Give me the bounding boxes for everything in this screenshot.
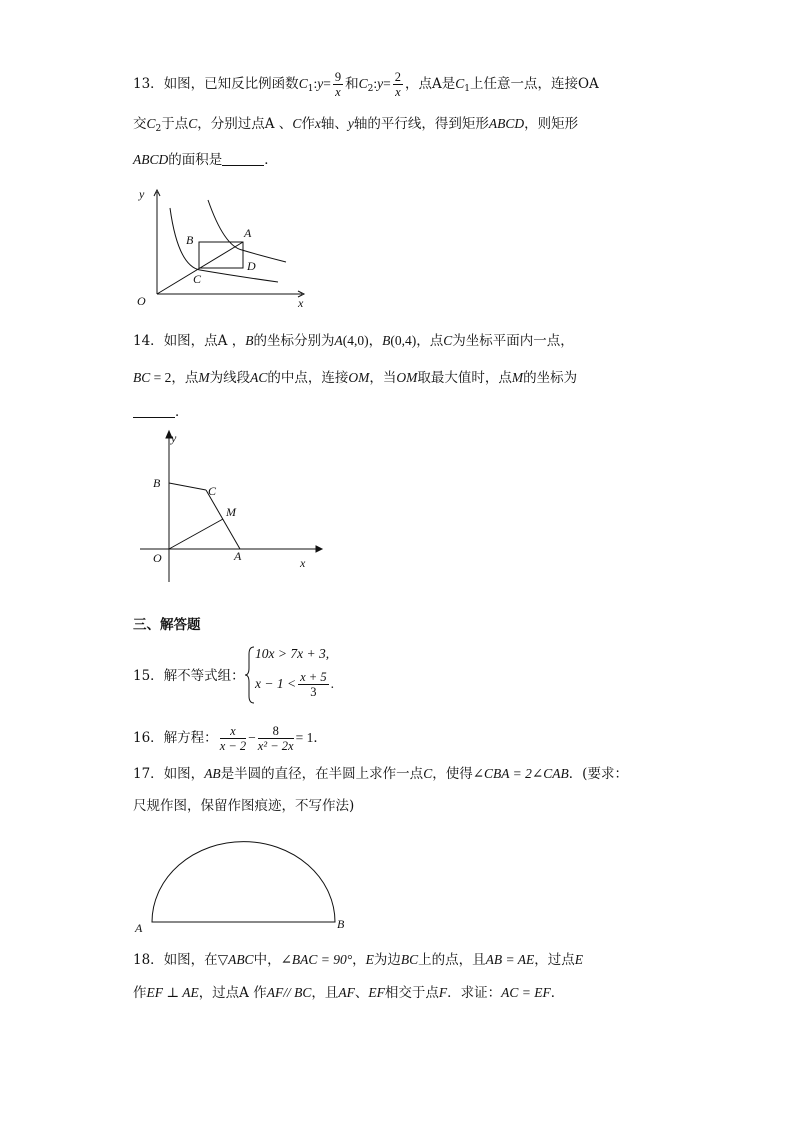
q13-answer-blank[interactable]	[222, 153, 264, 166]
q13-l2-y: y	[347, 116, 354, 131]
q14-b: 的坐标分别为	[253, 333, 335, 349]
q18-parallel: AF// BC	[266, 985, 312, 1000]
q13-y: y	[317, 76, 324, 91]
q14-ac: AC	[250, 370, 268, 385]
fig17-semicircle	[152, 842, 335, 922]
q16-frac2-den: x² − 2x	[257, 739, 294, 753]
fig13-label-o: O	[137, 294, 146, 308]
fig14-seg-om	[169, 519, 223, 549]
q18-ab-ae: AB = AE	[485, 952, 535, 967]
q15-frac-den: 3	[310, 685, 317, 699]
q18-d: 为边	[373, 952, 401, 968]
q16-fraction-1	[220, 724, 246, 753]
q18-l2-e: 相交于点	[384, 985, 439, 1001]
q13-l2-c2: C	[146, 116, 156, 131]
q13-l2-g: 轴的平行线，得到矩形	[353, 116, 489, 132]
q14-a-coord: (4,0)	[342, 333, 369, 348]
q14-line3	[133, 402, 189, 422]
q14-l3-end: ．	[175, 404, 189, 420]
q16-eq: = 1	[295, 730, 314, 745]
q14-om-2: OM	[396, 370, 418, 385]
section-heading: 三、解答题	[133, 617, 201, 633]
q14-line2	[133, 368, 577, 388]
q14-l2-a: ，点	[171, 370, 199, 386]
q13-and: 和	[345, 76, 359, 92]
q13-c1: C	[298, 76, 308, 91]
q14-m-2: M	[511, 370, 524, 385]
q18-number: 18．	[133, 952, 164, 968]
fig13-label-d: D	[247, 259, 256, 273]
q16-frac2-num: 8	[258, 724, 294, 739]
q14-l2-d: ，当	[369, 370, 397, 386]
q14-e: 为坐标平面内一点，	[452, 333, 574, 349]
q15-lead	[133, 666, 245, 686]
q15-inequality-1: 10x > 7x + 3,	[255, 646, 330, 661]
q13-frac2-den: x	[395, 85, 401, 99]
q13-colon-2: :	[373, 76, 378, 91]
figure-14	[140, 428, 340, 588]
q13-l2-a: 交	[133, 116, 147, 132]
q13-colon: :	[313, 76, 318, 91]
q16-line	[133, 724, 327, 753]
q17-d: ．(要求：	[568, 766, 628, 782]
q13-l2-e: 作	[301, 116, 315, 132]
fig13-label-a: A	[244, 226, 252, 240]
q18-e: 上的点，且	[418, 952, 486, 968]
q15-row2-left: x − 1 <	[255, 676, 297, 691]
q16-fraction-2	[258, 724, 294, 753]
q14-b-coord: (0,4)	[390, 333, 417, 348]
q15-frac-num: x + 5	[300, 670, 327, 684]
q13-c2: C	[358, 76, 368, 91]
fig14-label-y: y	[171, 431, 177, 445]
q13-number: 13．	[133, 76, 164, 92]
fig17-label-a: A	[135, 921, 143, 935]
q17-c-point: C	[423, 766, 433, 781]
q15-inequality-2	[255, 670, 334, 699]
q13-l3-end: ．	[264, 152, 278, 168]
q18-bc: BC	[400, 952, 419, 967]
q14-number: 14．	[133, 333, 164, 349]
q13-l3-a: 的面积是	[168, 152, 223, 168]
fig14-label-o: O	[153, 551, 162, 565]
q18-f: ，过点	[534, 952, 575, 968]
q18-l2-d: 、	[354, 985, 369, 1001]
q13-eq-2: =	[383, 76, 391, 91]
q14-bc: BC	[133, 370, 151, 385]
q18-conclusion: AC = EF	[501, 985, 551, 1000]
fig13-label-b: B	[186, 233, 194, 247]
q15-brace-icon	[245, 646, 255, 704]
q18-f-point: F	[438, 985, 448, 1000]
q17-number: 17．	[133, 766, 164, 782]
q14-b-point: B	[245, 333, 254, 348]
q13-text-3: 上任意一点，连接OA	[469, 76, 599, 92]
q14-answer-blank[interactable]	[133, 405, 175, 418]
q16-number: 16．	[133, 730, 164, 746]
q13-y-2: y	[377, 76, 384, 91]
q18-af: AF	[338, 985, 355, 1000]
fig14-seg-bc	[169, 483, 206, 490]
q15-fraction	[298, 670, 328, 699]
q18-l2-end: ．	[550, 985, 565, 1001]
fig13-label-c: C	[193, 272, 202, 286]
q18-line2	[133, 983, 564, 1003]
q18-a: 如图，在	[163, 952, 218, 968]
q18-triangle: ▽ABC	[217, 952, 254, 967]
q14-line1	[133, 331, 574, 351]
q13-line3	[133, 150, 278, 170]
q13-l2-c2-sub: 2	[155, 124, 162, 134]
q13-l2-point-c2: C	[292, 116, 302, 131]
figure-13	[130, 180, 320, 310]
q13-l2-f: 轴、	[320, 116, 348, 132]
q16-frac1-num: x	[220, 724, 246, 739]
q13-c1-b: C	[455, 76, 465, 91]
q14-bc-eq: = 2	[150, 370, 172, 385]
q14-l2-e: 取最大值时，点	[417, 370, 512, 386]
q13-l2-rect: ABCD	[488, 116, 525, 131]
q13-l3-rect: ABCD	[133, 152, 169, 167]
q17-line1	[133, 764, 628, 784]
fig13-label-x: x	[298, 296, 304, 310]
q13-text-2: ，点A是	[404, 76, 456, 92]
q13-line2	[133, 114, 578, 139]
q17-line2	[133, 796, 354, 816]
q18-e-point: E	[365, 952, 374, 967]
q15-row2-end: .	[330, 676, 334, 691]
q13-l2-x: x	[314, 116, 321, 131]
q14-c: ，	[368, 333, 383, 349]
q17-ab: AB	[204, 766, 221, 781]
q14-c-point: C	[443, 333, 453, 348]
fig14-label-a: A	[234, 549, 242, 563]
q17-b: 是半圆的直径，在半圆上求作一点	[220, 766, 424, 782]
fig14-label-m: M	[226, 505, 236, 519]
q18-l2-c: ，且	[311, 985, 339, 1001]
q14-a-point: A	[334, 333, 343, 348]
fig14-label-x: x	[300, 556, 306, 570]
q17-relation: ∠CBA = 2∠CAB	[472, 766, 569, 781]
q13-l2-d: ，分别过点A 、	[197, 116, 293, 132]
q16-frac1-den: x − 2	[219, 739, 247, 753]
fig14-label-c: C	[208, 484, 217, 498]
q13-frac1-den: x	[335, 85, 341, 99]
q18-b: 中，	[253, 952, 281, 968]
q13-line1	[133, 70, 599, 99]
fig17-label-b: B	[337, 917, 345, 931]
q14-b-point-2: B	[382, 333, 391, 348]
q14-l2-f: 的坐标为	[523, 370, 578, 386]
fig13-label-y: y	[139, 187, 145, 201]
q17-a: 如图，	[163, 766, 205, 782]
q16-end: ．	[313, 730, 327, 746]
q14-l2-b: 为线段	[209, 370, 251, 386]
q15-text: 解不等式组：	[163, 668, 245, 684]
q18-l2-b: ，过点A 作	[198, 985, 267, 1001]
q13-l2-b: 于点	[161, 116, 189, 132]
q18-l2-f: ．求证：	[447, 985, 502, 1001]
q16-text: 解方程：	[163, 730, 218, 746]
q13-text: 如图，已知反比例函数	[163, 76, 299, 92]
q18-angle: ∠BAC = 90°	[280, 952, 353, 967]
q14-om: OM	[348, 370, 370, 385]
q18-ef: EF	[368, 985, 385, 1000]
q13-l2-h: ，则矩形	[524, 116, 579, 132]
q13-c1-b-sub: 1	[464, 84, 470, 94]
q14-l2-c: 的中点，连接	[267, 370, 349, 386]
q18-l2-a: 作	[133, 985, 147, 1001]
q15-number: 15．	[133, 668, 164, 684]
q13-frac1-num: 9	[334, 70, 342, 84]
q18-e-point-2: E	[574, 952, 584, 967]
q13-fraction-2	[393, 70, 403, 99]
q14-a: 如图，点A ，	[163, 333, 246, 349]
q14-d: ，点	[416, 333, 444, 349]
q18-perp: EF ⊥ AE	[146, 985, 199, 1000]
q13-c2-sub: 2	[367, 84, 374, 94]
q13-frac2-num: 2	[394, 70, 401, 84]
figure-17	[130, 832, 360, 937]
q18-line1	[133, 950, 583, 970]
q16-minus: −	[248, 730, 256, 745]
q17-requirements: 尺规作图，保留作图痕迹，不写作法)	[133, 798, 355, 814]
q18-c: ，	[352, 952, 366, 968]
q14-m: M	[198, 370, 210, 385]
fig14-label-b: B	[153, 476, 161, 490]
q13-c1-sub: 1	[307, 84, 314, 94]
q13-eq: =	[323, 76, 331, 91]
q13-l2-point-c: C	[188, 116, 198, 131]
fig14-x-arrow	[316, 546, 322, 552]
q13-fraction-1	[333, 70, 343, 99]
q17-c: ，使得	[432, 766, 473, 782]
